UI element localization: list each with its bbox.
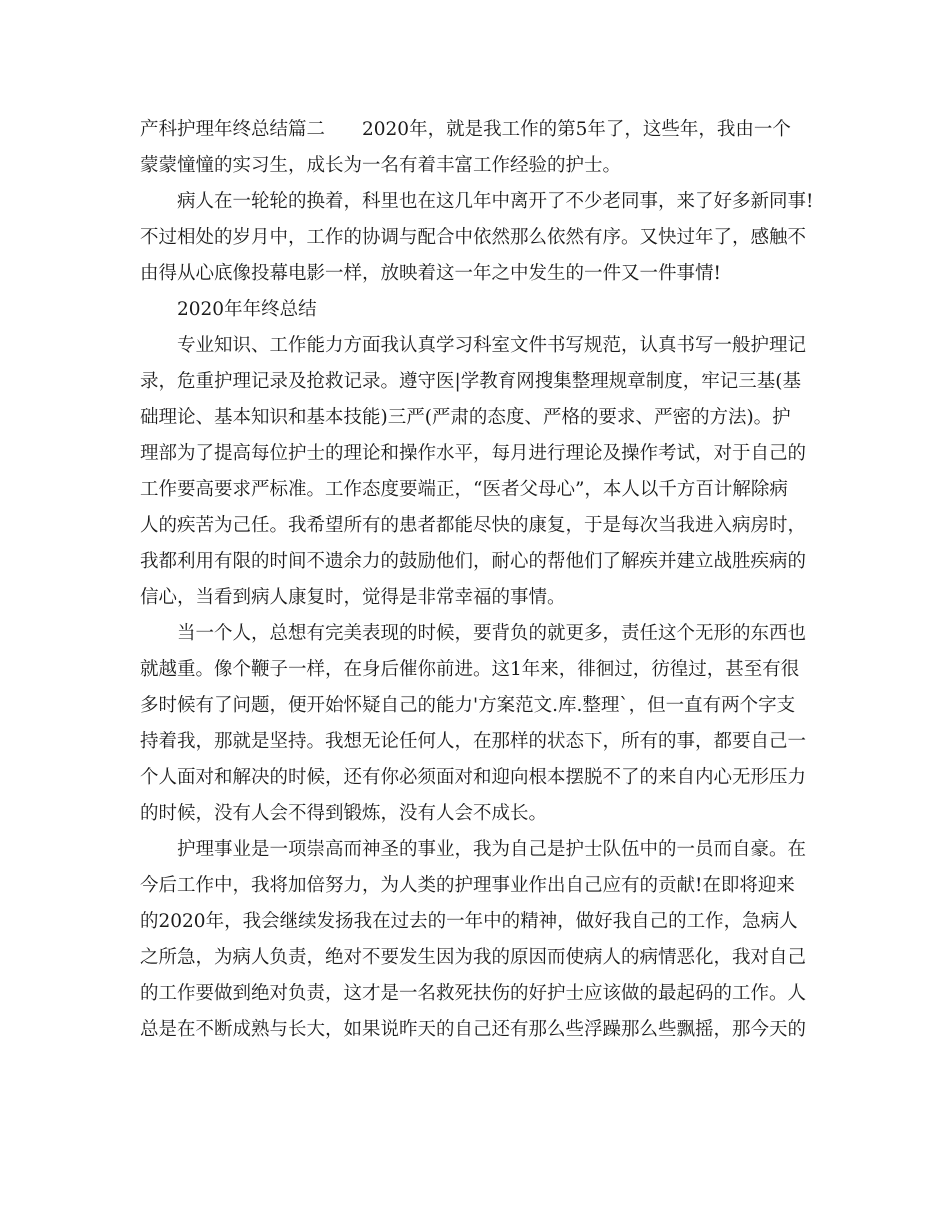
text-line: 今后工作中，我将加倍努力，为人类的护理事业作出自己应有的贡献!在即将迎来 [140, 875, 795, 896]
text-line: 个人面对和解决的时候，还有你必须面对和迎向根本摆脱不了的来自内心无形压力 [140, 767, 807, 788]
text-line: 不过相处的岁月中，工作的协调与配合中依然那么依然有序。又快过年了，感触不 [140, 227, 807, 248]
text-line: 理部为了提高每位护士的理论和操作水平，每月进行理论及操作考试，对于自己的 [140, 443, 807, 464]
text-line: 的工作要做到绝对负责，这才是一名救死扶伤的好护士应该做的最起码的工作。人 [140, 983, 807, 1004]
text-line: 由得从心底像投幕电影一样，放映着这一年之中发生的一件又一件事情! [140, 263, 721, 284]
text-line: 就越重。像个鞭子一样，在身后催你前进。这1年来，徘徊过，彷徨过，甚至有很 [140, 659, 800, 680]
text-line: 之所急，为病人负责，绝对不要发生因为我的原因而使病人的病情恶化，我对自己 [140, 947, 807, 968]
text-line: 的时候，没有人会不得到锻炼，没有人会不成长。 [140, 803, 548, 824]
section-heading: 2020年年终总结 [177, 299, 317, 320]
text-line: 持着我，那就是坚持。我想无论任何人，在那样的状态下，所有的事，都要自己一 [140, 731, 807, 752]
text-line: 录，危重护理记录及抢救记录。遵守医|学教育网搜集整理规章制度，牢记三基(基 [140, 371, 801, 392]
text-line: 础理论、基本知识和基本技能)三严(严肃的态度、严格的要求、严密的方法)。护 [140, 407, 791, 428]
text-line: 的2020年，我会继续发扬我在过去的一年中的精神，做好我自己的工作，急病人 [140, 911, 798, 932]
text-line: 总是在不断成熟与长大，如果说昨天的自己还有那么些浮躁那么些飘摇，那今天的 [140, 1019, 807, 1040]
text-line: 产科护理年终总结篇二 2020年，就是我工作的第5年了，这些年，我由一个 [140, 119, 791, 140]
text-line: 专业知识、工作能力方面我认真学习科室文件书写规范，认真书写一般护理记 [177, 335, 807, 356]
text-line: 信心，当看到病人康复时，觉得是非常幸福的事情。 [140, 587, 566, 608]
text-line: 多时候有了问题，便开始怀疑自己的能力'方案范文.库.整理`，但一直有两个字支 [140, 695, 796, 716]
text-line: 人的疾苦为己任。我希望所有的患者都能尽快的康复，于是每次当我进入病房时， [140, 515, 807, 536]
text-line: 我都利用有限的时间不遗余力的鼓励他们，耐心的帮他们了解疾并建立战胜疾病的 [140, 551, 807, 572]
text-line: 病人在一轮轮的换着，科里也在这几年中离开了不少老同事，来了好多新同事! [177, 191, 814, 212]
text-line: 蒙蒙憧憧的实习生，成长为一名有着丰富工作经验的护士。 [140, 155, 622, 176]
text-line: 工作要高要求严标准。工作态度要端正，“医者父母心”，本人以千方百计解除病 [140, 479, 788, 500]
text-line: 护理事业是一项崇高而神圣的事业，我为自己是护士队伍中的一员而自豪。在 [177, 839, 807, 860]
text-line: 当一个人，总想有完美表现的时候，要背负的就更多，责任这个无形的东西也 [177, 623, 807, 644]
